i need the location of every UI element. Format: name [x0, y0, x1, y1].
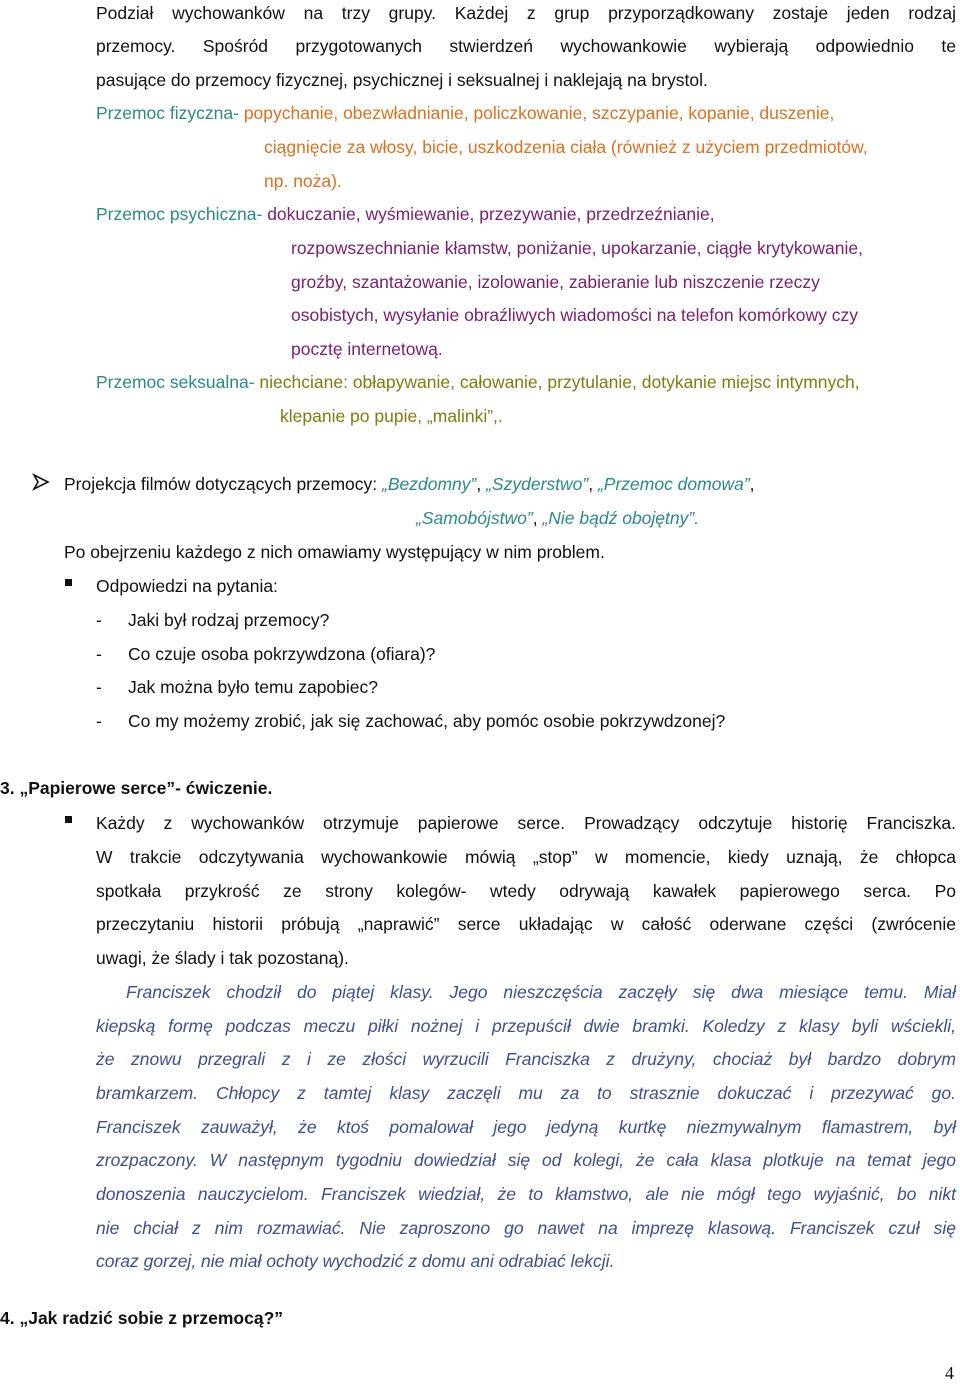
- physical-violence-label: Przemoc fizyczna-: [96, 103, 239, 123]
- instructions-line: uwagi, że ślady i tak pozostaną).: [96, 948, 349, 968]
- instructions-line: W trakcie odczytywania wychowankowie mówią „stop” w momencie, kiedy uznają, że chłopca: [96, 847, 956, 867]
- story-line: nie chciał z nim rozmawiać. Nie zaproszono go nawet na imprezę klasową. Franciszek czuł się: [96, 1218, 956, 1238]
- sexual-violence-label: Przemoc seksualna-: [96, 372, 255, 392]
- film-title: „Bezdomny”: [382, 474, 477, 494]
- psychological-violence-line-3: groźby, szantażowanie, izolowanie, zabieranie lub niszczenie rzeczy: [291, 272, 820, 292]
- arrow-bullet-icon: [32, 473, 50, 491]
- question-item: Jak można było temu zapobiec?: [128, 677, 378, 697]
- film-title: „Przemoc domowa”: [597, 474, 750, 494]
- intro-line-3: pasujące do przemocy fizycznej, psychicznej i seksualnej i naklejają na brystol.: [96, 70, 708, 90]
- film-separator: ,: [532, 508, 543, 528]
- sexual-violence-row: [96, 371, 860, 393]
- film-separator: ,: [476, 474, 487, 494]
- psychological-violence-line-2: rozpowszechnianie kłamstw, poniżanie, upokarzanie, ciągłe krytykowanie,: [291, 238, 863, 258]
- psychological-violence-text: dokuczanie, wyśmiewanie, przezywanie, przedrzeźnianie,: [267, 204, 715, 224]
- section-4-heading: 4. „Jak radzić sobie z przemocą?”: [0, 1308, 284, 1328]
- square-bullet-icon: [65, 579, 72, 586]
- projection-line-2: [416, 507, 699, 529]
- story-line: że znowu przegrali z i ze złości wyrzucili Franciszka z drużyny, chociaż był bardzo dobrym: [96, 1049, 956, 1069]
- film-separator: ,: [749, 474, 755, 494]
- question-dash: -: [96, 677, 102, 697]
- section-3-heading: 3. „Papierowe serce”- ćwiczenie.: [0, 778, 273, 798]
- answers-label: Odpowiedzi na pytania:: [96, 576, 278, 596]
- story-line: coraz gorzej, nie miał ochoty wychodzić z domu ani odrabiać lekcji.: [96, 1251, 615, 1271]
- sexual-violence-text: niechciane: obłapywanie, całowanie, przytulanie, dotykanie miejsc intymnych,: [259, 372, 860, 392]
- intro-line-2: przemocy. Spośród przygotowanych stwierdzeń wychowankowie wybierają odpowiednio te: [96, 36, 956, 56]
- psychological-violence-label: Przemoc psychiczna-: [96, 204, 263, 224]
- intro-line-1: Podział wychowanków na trzy grupy. Każdej z grup przyporządkowany zostaje jeden rodzaj: [96, 3, 956, 23]
- story-line: Franciszek zauważył, że ktoś pomalował jego jedyną kurtkę niezmywalnym flamastrem, był: [96, 1117, 956, 1137]
- story-line: Franciszek chodził do piątej klasy. Jego nieszczęścia zaczęły się dwa miesiące temu. Miał: [126, 982, 956, 1002]
- psychological-violence-line-5: pocztę internetową.: [291, 339, 443, 359]
- page-number: 4: [945, 1363, 954, 1383]
- physical-violence-line-3: np. noża).: [264, 171, 342, 191]
- projection-after-text: Po obejrzeniu każdego z nich omawiamy występujący w nim problem.: [64, 542, 605, 562]
- film-list-end: .: [694, 508, 700, 528]
- question-dash: -: [96, 644, 102, 664]
- psychological-violence-row: [96, 203, 715, 225]
- story-line: zrozpaczony. W następnym tygodniu dowiedział się od kolegi, że cała klasa plotkuje na temat jego: [96, 1150, 956, 1170]
- instructions-line: przeczytaniu historii próbują „naprawić” serce układając w całość oderwane części (zwrócenie: [96, 914, 956, 934]
- physical-violence-line-2: ciągnięcie za włosy, bicie, uszkodzenia ciała (również z użyciem przedmiotów,: [264, 137, 868, 157]
- psychological-violence-line-4: osobistych, wysyłanie obraźliwych wiadomości na telefon komórkowy czy: [291, 305, 859, 325]
- film-title: „Nie bądź obojętny”: [542, 508, 695, 528]
- physical-violence-text: popychanie, obezwładnianie, policzkowanie, szczypanie, kopanie, duszenie,: [243, 103, 835, 123]
- story-line: kiepską formę podczas meczu piłki nożnej i przepuścił dwie bramki. Koledzy z klasy byli wściekli,: [96, 1016, 956, 1036]
- square-bullet-icon: [65, 816, 72, 823]
- story-line: donoszenia nauczycielom. Franciszek wiedział, że to kłamstwo, ale nie mógł tego wyjaśnić, bo nikt: [96, 1184, 956, 1204]
- instructions-line: spotkała przykrość ze strony kolegów- wtedy odrywają kawałek papierowego serca. Po: [96, 881, 956, 901]
- projection-label: Projekcja filmów dotyczących przemocy:: [64, 474, 383, 494]
- physical-violence-row: [96, 102, 834, 124]
- sexual-violence-line-2: klepanie po pupie, „malinki”,.: [280, 406, 503, 426]
- projection-line-1: [64, 473, 755, 495]
- film-title: „Samobójstwo”: [416, 508, 533, 528]
- question-item: Jaki był rodzaj przemocy?: [128, 610, 330, 630]
- question-item: Co my możemy zrobić, jak się zachować, aby pomóc osobie pokrzywdzonej?: [128, 711, 726, 731]
- film-separator: ,: [588, 474, 598, 494]
- instructions-line: Każdy z wychowanków otrzymuje papierowe serce. Prowadzący odczytuje historię Franciszka.: [96, 813, 956, 833]
- story-line: bramkarzem. Chłopcy z tamtej klasy zaczęli mu za to strasznie dokuczać i przezywać go.: [96, 1083, 956, 1103]
- question-dash: -: [96, 610, 102, 630]
- question-dash: -: [96, 711, 102, 731]
- film-title: „Szyderstwo”: [486, 474, 589, 494]
- question-item: Co czuje osoba pokrzywdzona (ofiara)?: [128, 644, 436, 664]
